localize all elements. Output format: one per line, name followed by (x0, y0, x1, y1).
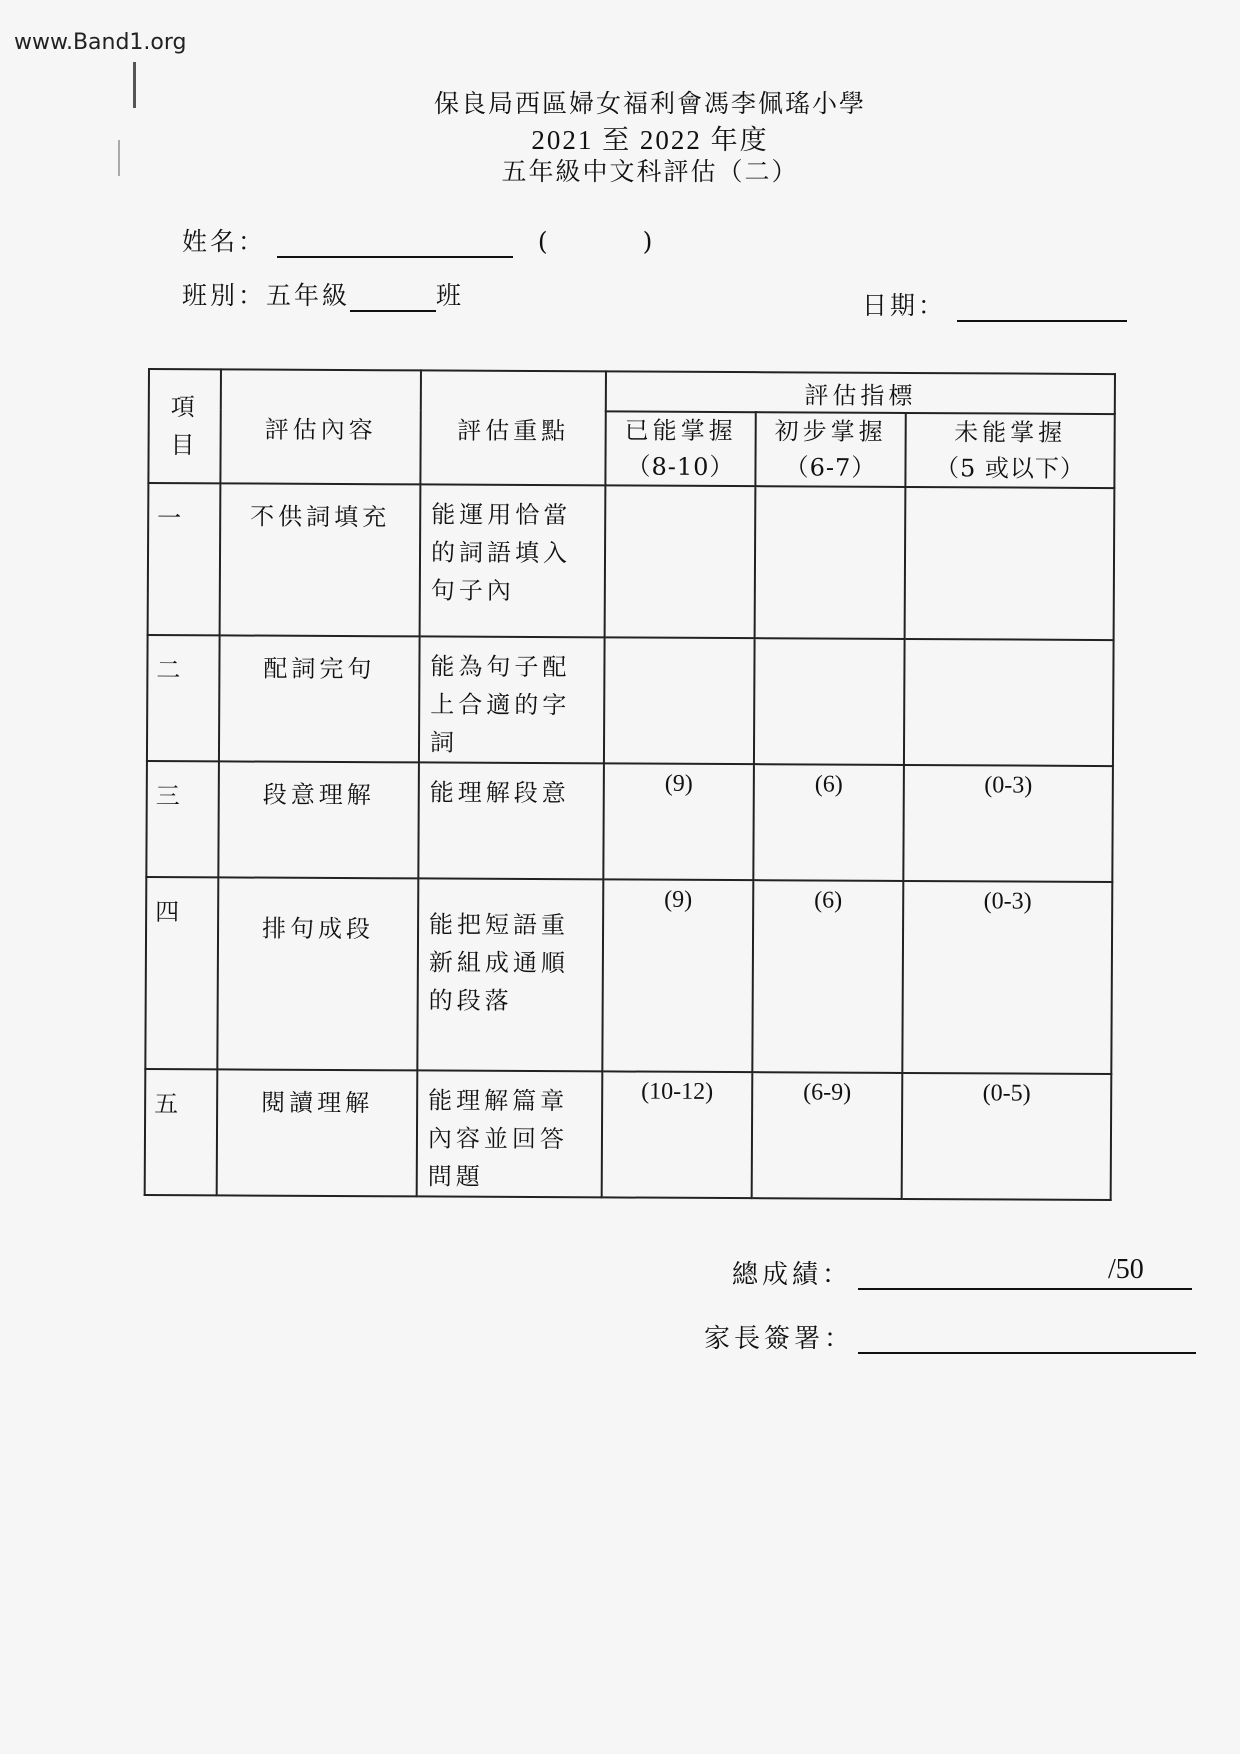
exam-title: 五年級中文科評估（二） (501, 157, 799, 186)
header-indicator: 評估指標 (606, 371, 1115, 414)
score-mastered[interactable]: (9) (603, 763, 754, 880)
class-line[interactable] (350, 282, 436, 312)
table-row (145, 877, 1112, 1074)
header-level-1: 已能掌握 （8-10） (605, 411, 755, 486)
header-content: 評估內容 (220, 369, 421, 484)
parent-signature-label: 家長簽署： (704, 1324, 855, 1354)
row-content: 不供詞填充 (220, 483, 421, 636)
score-not-mastered[interactable] (904, 639, 1114, 766)
row-focus: 能理解段意 (418, 762, 604, 879)
score-mastered[interactable] (604, 637, 755, 764)
school-year: 2021 至 2022 年度 (531, 125, 769, 155)
parent-signature-line[interactable] (858, 1334, 1196, 1354)
row-focus: 能把短語重新組成通順的段落 (417, 878, 603, 1071)
table-row (147, 635, 1114, 766)
score-initial[interactable]: (6) (752, 880, 903, 1073)
score-initial[interactable]: (6-9) (752, 1072, 903, 1199)
header-level-2: 初步掌握 （6-7） (755, 412, 905, 487)
table-row (148, 483, 1115, 640)
total-score-max: /50 (1108, 1254, 1144, 1285)
date-line[interactable] (957, 292, 1127, 322)
class-label: 班別：五年級 (182, 281, 351, 310)
header-focus: 評估重點 (420, 370, 606, 485)
score-initial[interactable] (754, 638, 905, 765)
score-mastered[interactable]: (9) (602, 879, 753, 1072)
number-paren-close: ) (642, 227, 656, 256)
assessment-table (144, 368, 1116, 1201)
row-focus: 能為句子配上合適的字詞 (419, 636, 605, 763)
header-level-3: 未能掌握 （5 或以下） (905, 413, 1114, 488)
row-content: 段意理解 (218, 761, 419, 878)
score-not-mastered[interactable]: (0-3) (903, 765, 1113, 882)
total-score-label: 總成績： (732, 1260, 853, 1290)
name-field (182, 222, 655, 258)
row-focus: 能運用恰當的詞語填入句子內 (420, 484, 606, 637)
row-content: 排句成段 (217, 877, 418, 1070)
score-mastered[interactable]: (10-12) (602, 1071, 753, 1198)
score-initial[interactable] (755, 486, 906, 639)
score-not-mastered[interactable]: (0-5) (902, 1073, 1112, 1200)
row-focus: 能理解篇章內容並回答問題 (417, 1070, 603, 1197)
header-item: 項目 (148, 369, 221, 483)
name-line[interactable] (277, 226, 513, 258)
row-item: 一 (148, 483, 221, 635)
school-name: 保良局西區婦女福利會馮李佩瑤小學 (433, 89, 866, 118)
table-row (145, 1069, 1112, 1200)
row-item: 四 (145, 877, 218, 1069)
watermark-text: www.Band1.org (14, 30, 187, 55)
class-suffix: 班 (436, 281, 465, 310)
score-not-mastered[interactable] (905, 487, 1115, 640)
score-initial[interactable]: (6) (753, 764, 904, 881)
score-mastered[interactable] (605, 485, 756, 638)
class-field (182, 276, 464, 312)
date-label: 日期： (862, 291, 947, 320)
table-row (146, 761, 1113, 882)
row-item: 二 (147, 635, 220, 761)
score-not-mastered[interactable]: (0-3) (902, 881, 1112, 1074)
row-content: 配詞完句 (219, 635, 420, 762)
row-item: 三 (146, 761, 219, 877)
number-paren-open: ( (537, 227, 551, 256)
name-label: 姓名： (182, 227, 267, 256)
row-item: 五 (145, 1069, 218, 1195)
row-content: 閱讀理解 (217, 1069, 418, 1196)
date-field (862, 286, 1127, 322)
